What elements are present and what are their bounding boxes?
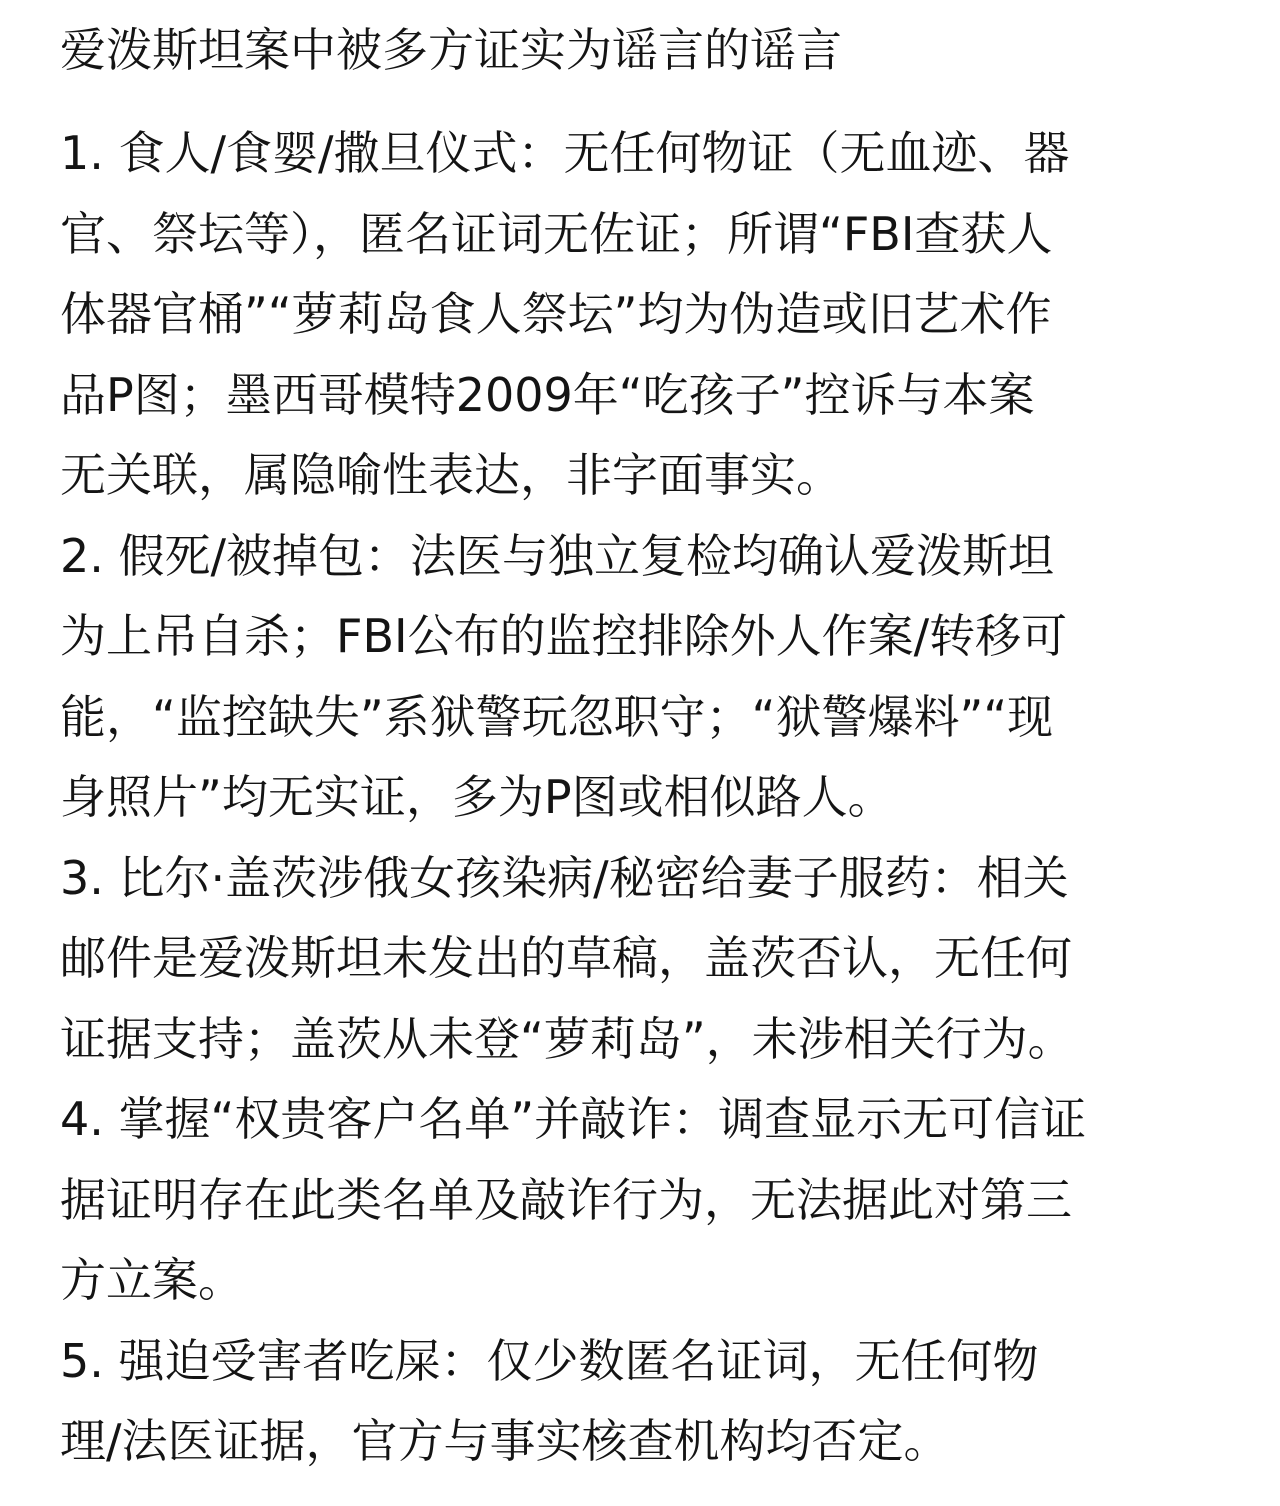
list-item: [60, 516, 1240, 838]
text-line: 证据支持；盖茨从未登“萝莉岛”，未涉相关行为。: [60, 1011, 1074, 1066]
list-item: [60, 838, 1240, 1080]
rumor-list: [60, 113, 1240, 1482]
text-line: 身照片”均无实证，多为P图或相似路人。: [60, 770, 894, 824]
text-line: 邮件是爱泼斯坦未发出的草稿，盖茨否认，无任何: [60, 931, 1072, 985]
text-line: 官、祭坛等），匿名证词无佐证；所谓“FBI查获人: [60, 206, 1053, 261]
text-line: 方立案。: [60, 1253, 244, 1307]
text-line: 5. 强迫受害者吃屎：仅少数匿名证词，无任何物: [60, 1333, 1039, 1388]
text-line: 能，“监控缺失”系狱警玩忽职守；“狱警爆料”“现: [60, 689, 1054, 744]
list-item: [60, 1079, 1240, 1321]
page-title: 爱泼斯坦案中被多方证实为谣言的谣言: [60, 23, 842, 77]
text-line: 无关联，属隐喻性表达，非字面事实。: [60, 448, 842, 502]
text-line: 据证明存在此类名单及敲诈行为，无法据此对第三: [60, 1172, 1072, 1227]
text-line: 品P图；墨西哥模特2009年“吃孩子”控诉与本案: [60, 367, 1035, 422]
list-item: [60, 113, 1240, 516]
text-line: 4. 掌握“权贵客户名单”并敲诈：调查显示无可信证: [60, 1092, 1087, 1146]
text-line: 体器官桶”“萝莉岛食人祭坛”均为伪造或旧艺术作: [60, 287, 1052, 341]
text-line: 3. 比尔·盖茨涉俄女孩染病/秘密给妻子服药：相关: [60, 850, 1069, 905]
text-line: 1. 食人/食婴/撒旦仪式：无任何物证（无血迹、器: [60, 126, 1070, 180]
text-line: 为上吊自杀；FBI公布的监控排除外人作案/转移可: [60, 609, 1068, 663]
text-line: 理/法医证据，官方与事实核查机构均否定。: [60, 1414, 950, 1468]
text-line: 2. 假死/被掉包：法医与独立复检均确认爱泼斯坦: [60, 528, 1055, 583]
list-item: [60, 1321, 1240, 1482]
